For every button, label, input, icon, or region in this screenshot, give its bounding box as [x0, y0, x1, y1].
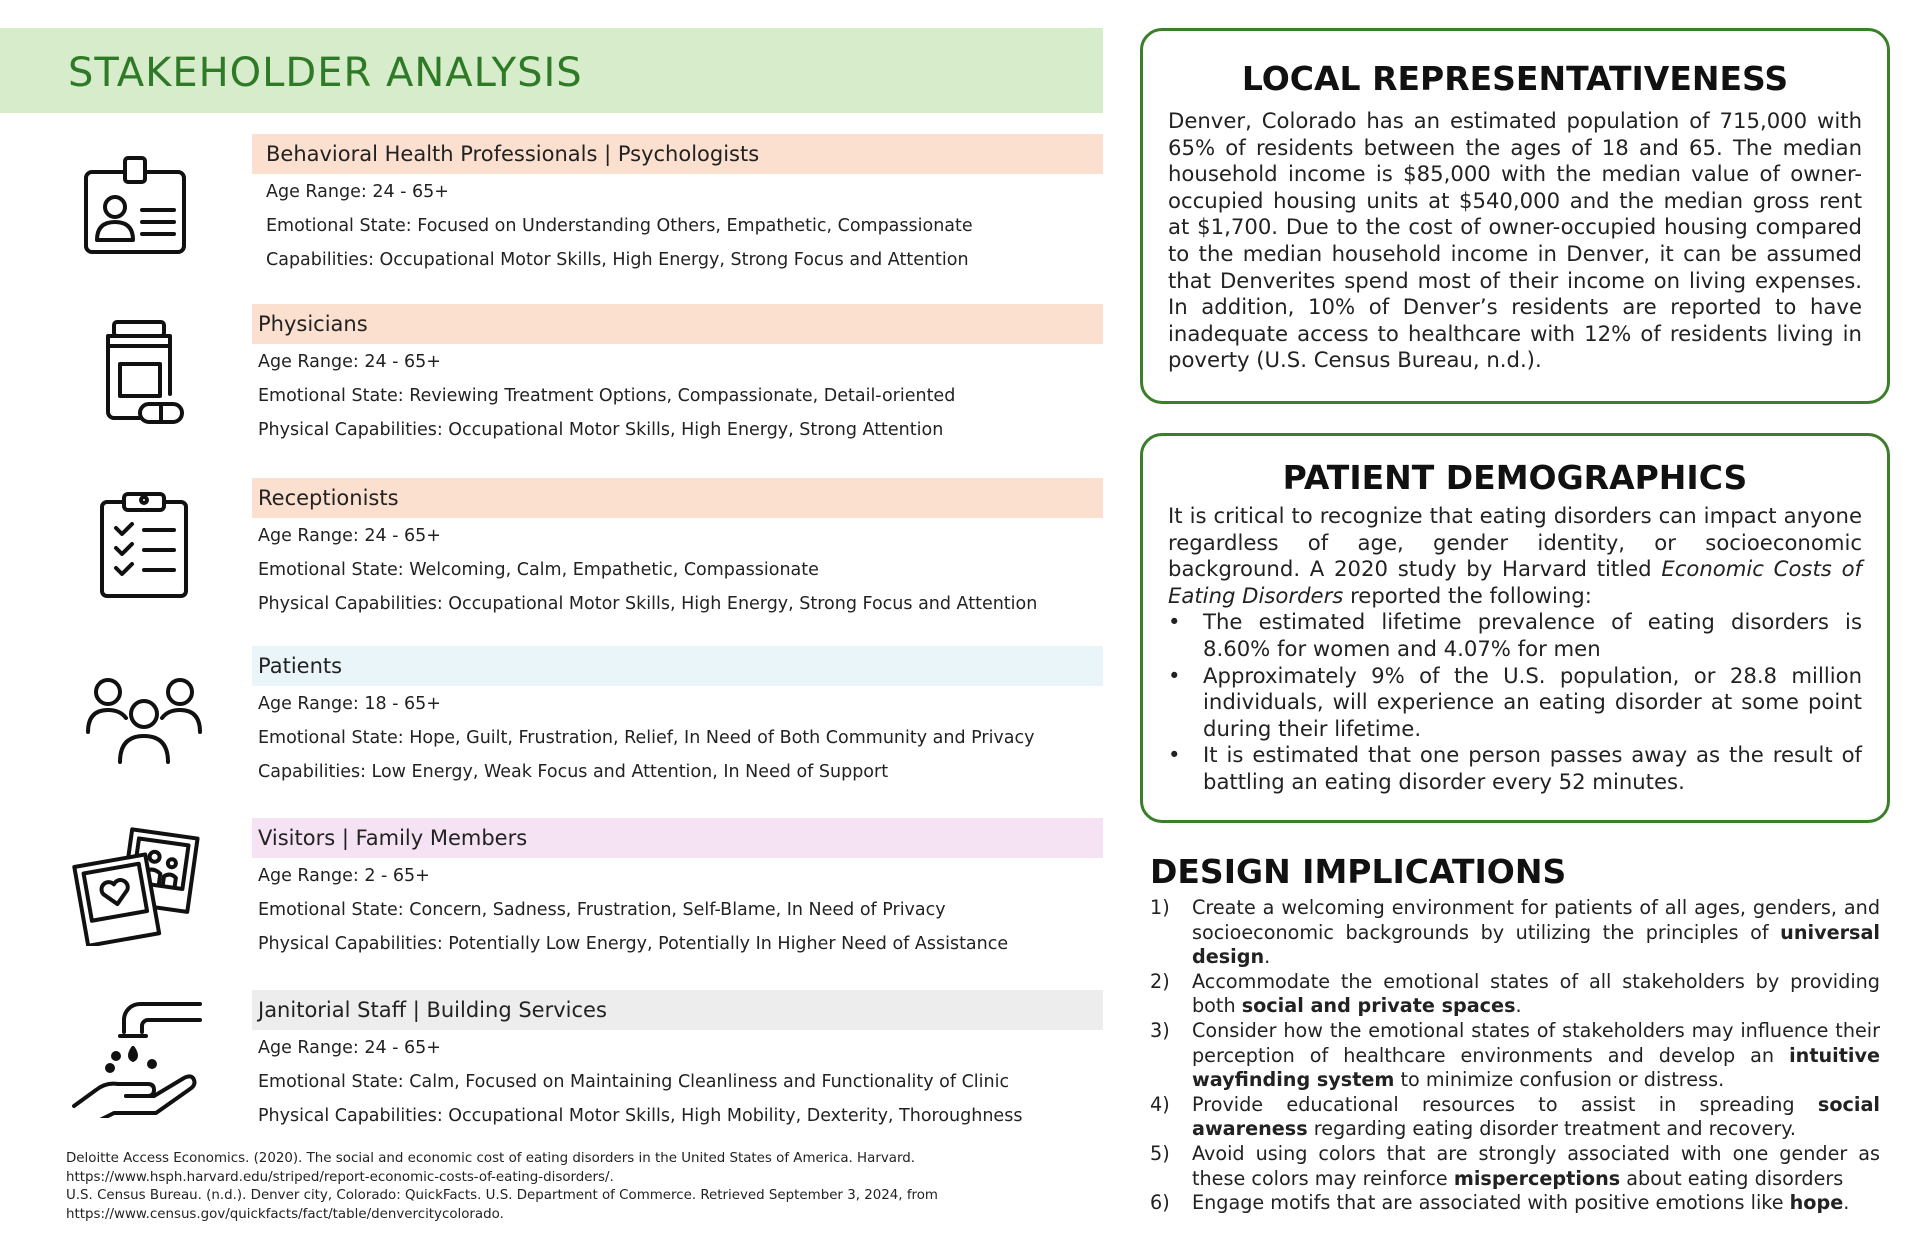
stakeholder-age: Age Range: 24 - 65+ — [258, 352, 441, 372]
item-text-end: to minimize confusion or distress. — [1394, 1068, 1725, 1092]
people-group-icon — [84, 666, 194, 776]
stakeholder-capabilities: Physical Capabilities: Potentially Low Energy, Potentially In Higher Need of Assistance — [258, 934, 1009, 954]
item-number: 1) — [1150, 896, 1170, 919]
stakeholder-emotional-state: Emotional State: Calm, Focused on Maintaining Cleanliness and Functionality of Clinic — [258, 1072, 1010, 1092]
demographics-list — [1168, 609, 1862, 795]
stakeholder-title: Behavioral Health Professionals | Psychologists — [252, 134, 1103, 174]
item-emphasis: misperceptions — [1453, 1166, 1621, 1190]
stakeholder-emotional-state: Emotional State: Reviewing Treatment Options, Compassionate, Detail-oriented — [258, 386, 956, 406]
stakeholder-visitors — [252, 818, 1103, 961]
reference-url: https://www.census.gov/quickfacts/fact/table/denvercitycolorado. — [66, 1206, 504, 1222]
list-item — [1150, 1019, 1880, 1093]
stakeholder-capabilities: Physical Capabilities: Occupational Motor Skills, High Energy, Strong Attention — [258, 420, 944, 440]
stakeholder-emotional-state: Emotional State: Welcoming, Calm, Empathetic, Compassionate — [258, 560, 819, 580]
card-body: Denver, Colorado has an estimated population of 715,000 with 65% of residents between the ages of 18 and 65. The median household income is $85,000 with the median value of owner-occupied housing units at $540,000 and the median gross rent at $1,700. Due to the cost of owner-occupied housing compared to the median household income in Denver, it can be assumed that Denverites spend most of their income on living expenses. In addition, 10% of Denver’s residents are reported to have inadequate access to healthcare with 12% of residents living in poverty (U.S. Census Bureau, n.d.). — [1168, 108, 1862, 373]
study-title: Economic Costs of Eating Disorders — [1168, 556, 1862, 608]
local-representativeness-card — [1140, 28, 1890, 404]
intro-text-end: reported the following: — [1343, 582, 1592, 608]
reference-url: https://www.hsph.harvard.edu/striped/report-economic-costs-of-eating-disorders/. — [66, 1169, 614, 1185]
stakeholder-title: Receptionists — [252, 478, 1103, 518]
stakeholder-capabilities: Capabilities: Occupational Motor Skills, High Energy, Strong Focus and Attention — [266, 250, 969, 270]
card-body — [1168, 503, 1862, 609]
item-text: Provide educational resources to assist in spreading — [1192, 1092, 1818, 1116]
reference-line: Deloitte Access Economics. (2020). The social and economic cost of eating disorders in the United States of America. Harvard. — [66, 1151, 915, 1166]
item-text-end: regarding eating disorder treatment and recovery. — [1307, 1117, 1796, 1141]
list-item — [1150, 1191, 1880, 1216]
stakeholder-emotional-state: Emotional State: Hope, Guilt, Frustration, Relief, In Need of Both Community and Privacy — [258, 728, 1035, 748]
list-item — [1150, 970, 1880, 1019]
stakeholder-patients — [252, 646, 1103, 789]
stakeholder-age: Age Range: 2 - 65+ — [258, 866, 430, 886]
stakeholder-capabilities: Physical Capabilities: Occupational Motor Skills, High Mobility, Dexterity, Thoroughness — [258, 1106, 1023, 1126]
item-text-end: . — [1843, 1191, 1850, 1215]
card-title: LOCAL REPRESENTATIVENESS — [1241, 59, 1789, 98]
list-item — [1150, 1142, 1880, 1191]
references — [66, 1150, 1106, 1224]
stakeholder-janitorial — [252, 990, 1103, 1133]
clipboard-checklist-icon — [90, 490, 200, 600]
reference-line: U.S. Census Bureau. (n.d.). Denver city, Colorado: QuickFacts. U.S. Department of Commerce. Retrieved September 3, 2024, from — [66, 1188, 938, 1203]
item-emphasis: hope — [1789, 1191, 1844, 1215]
item-text: Consider how the emotional states of stakeholders may influence their perception of healthcare environments and develop an — [1192, 1018, 1880, 1067]
item-number: 3) — [1150, 1018, 1170, 1042]
medicine-bottle-icon — [90, 318, 200, 428]
stakeholder-age: Age Range: 24 - 65+ — [266, 182, 449, 202]
page-title: STAKEHOLDER ANALYSIS — [68, 50, 583, 96]
list-item: • Approximately 9% of the U.S. population, or 28.8 million individuals, will experience an eating disorder at some point during their lifetime. — [1168, 663, 1862, 743]
stakeholder-age: Age Range: 18 - 65+ — [258, 694, 441, 714]
list-item — [1150, 1093, 1880, 1142]
item-number: 6) — [1150, 1191, 1170, 1215]
item-emphasis: social awareness — [1192, 1092, 1880, 1141]
item-text: Create a welcoming environment for patients of all ages, genders, and socioeconomic backgrounds by utilizing the principles of — [1192, 896, 1880, 944]
list-item: • It is estimated that one person passes away as the result of battling an eating disorder every 52 minutes. — [1168, 742, 1862, 795]
item-emphasis: social and private spaces — [1241, 994, 1516, 1018]
stakeholder-emotional-state: Emotional State: Focused on Understanding Others, Empathetic, Compassionate — [266, 216, 973, 236]
item-number: 5) — [1150, 1141, 1170, 1165]
list-item: • The estimated lifetime prevalence of eating disorders is 8.60% for women and 4.07% for men — [1168, 609, 1862, 662]
stakeholder-title: Patients — [252, 646, 1103, 686]
stakeholder-capabilities: Physical Capabilities: Occupational Motor Skills, High Energy, Strong Focus and Attention — [258, 594, 1038, 614]
item-text: Engage motifs that are associated with positive emotions like — [1192, 1191, 1790, 1215]
item-emphasis: universal design — [1192, 920, 1880, 969]
card-title: PATIENT DEMOGRAPHICS — [1282, 458, 1748, 497]
stakeholder-receptionists — [252, 478, 1103, 621]
intro-text: It is critical to recognize that eating disorders can impact anyone regardless of age, gender identity, or socioeconomic background. A 2020 study by Harvard titled — [1168, 503, 1862, 582]
stakeholder-behavioral-health — [252, 134, 1103, 277]
stakeholder-title: Janitorial Staff | Building Services — [252, 990, 1103, 1030]
stakeholder-capabilities: Capabilities: Low Energy, Weak Focus and Attention, In Need of Support — [258, 762, 889, 782]
section-title: DESIGN IMPLICATIONS — [1150, 852, 1567, 891]
implications-list — [1150, 896, 1880, 1216]
design-implications — [1150, 852, 1880, 1216]
stakeholder-title: Visitors | Family Members — [252, 818, 1103, 858]
title-banner — [0, 28, 1103, 113]
item-text-end: . — [1264, 945, 1271, 969]
item-number: 4) — [1150, 1092, 1170, 1116]
item-text-end: . — [1515, 994, 1522, 1018]
item-text: Accommodate the emotional states of all stakeholders by providing both — [1192, 969, 1880, 1018]
item-number: 2) — [1150, 969, 1170, 993]
item-text-end: about eating disorders — [1620, 1166, 1844, 1190]
id-badge-icon — [80, 152, 190, 262]
patient-demographics-card — [1140, 433, 1890, 823]
stakeholder-emotional-state: Emotional State: Concern, Sadness, Frustration, Self-Blame, In Need of Privacy — [258, 900, 946, 920]
stakeholder-title: Physicians — [252, 304, 1103, 344]
stakeholder-age: Age Range: 24 - 65+ — [258, 1038, 441, 1058]
list-item — [1150, 896, 1880, 970]
stakeholder-physicians — [252, 304, 1103, 447]
item-emphasis: intuitive wayfinding system — [1192, 1043, 1880, 1092]
hand-washing-icon — [70, 998, 210, 1118]
photo-frames-icon — [72, 826, 202, 946]
stakeholder-age: Age Range: 24 - 65+ — [258, 526, 441, 546]
item-text: Avoid using colors that are strongly associated with one gender as these colors may reinforce — [1192, 1141, 1880, 1190]
